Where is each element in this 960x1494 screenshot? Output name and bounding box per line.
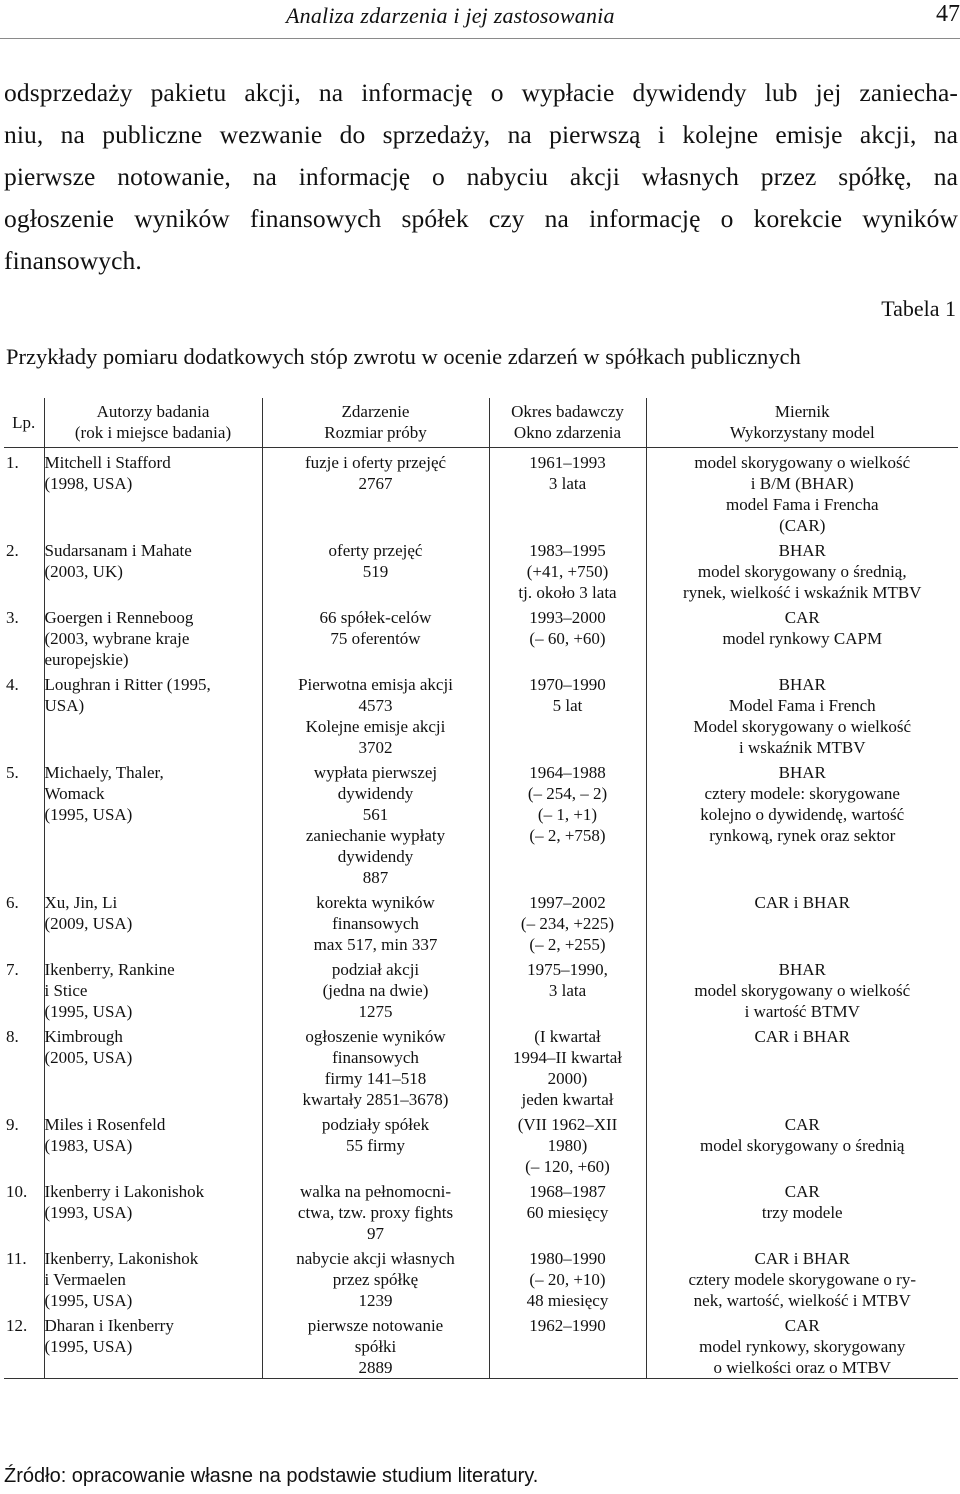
- row-measure: BHAR model skorygowany o średnią, rynek, wielkość i wskaźnik MTBV: [646, 536, 958, 603]
- body-line: pierwsze notowanie, na informację o nabyciu akcji własnych przez spółkę, na: [4, 162, 958, 191]
- body-paragraph: [4, 72, 958, 282]
- row-measure: CAR i BHAR cztery modele skorygowane o ry- nek, wartość, wielkość i MTBV: [646, 1244, 958, 1311]
- studies-table: [4, 398, 958, 1379]
- row-authors: Loughran i Ritter (1995, USA): [44, 670, 262, 758]
- table-row: [4, 1311, 958, 1379]
- table-header-row: [4, 398, 958, 448]
- row-measure: CAR i BHAR: [646, 888, 958, 955]
- row-period: 1968–1987 60 miesięcy: [489, 1177, 646, 1244]
- row-period: 1997–2002 (– 234, +225) (– 2, +255): [489, 888, 646, 955]
- row-lp: 12.: [4, 1311, 44, 1379]
- running-title: Analiza zdarzenia i jej zastosowania: [286, 3, 615, 28]
- row-authors: Xu, Jin, Li (2009, USA): [44, 888, 262, 955]
- page-header: [0, 0, 960, 39]
- table-body: [4, 448, 958, 1379]
- row-authors: Ikenberry, Lakonishok i Vermaelen (1995, USA): [44, 1244, 262, 1311]
- body-line: niu, na publiczne wezwanie do sprzedaży, na pierwszą i kolejne emisje akcji, na: [4, 120, 958, 149]
- row-event: nabycie akcji własnych przez spółkę 1239: [262, 1244, 489, 1311]
- row-event: podział akcji (jedna na dwie) 1275: [262, 955, 489, 1022]
- row-lp: 6.: [6, 893, 19, 912]
- table-row: [4, 670, 958, 758]
- row-period: (I kwartał 1994–II kwartał 2000) jeden kwartał: [489, 1022, 646, 1110]
- row-period: 1975–1990, 3 lata: [489, 955, 646, 1022]
- row-event: pierwsze notowanie spółki 2889: [262, 1311, 489, 1379]
- header-measure: Miernik Wykorzystany model: [646, 398, 958, 448]
- row-lp: 3.: [6, 608, 19, 627]
- row-period: 1962–1990: [489, 1311, 646, 1379]
- table-row: [4, 1244, 958, 1311]
- row-event: oferty przejęć 519: [262, 536, 489, 603]
- table-row: [4, 536, 958, 603]
- table-source: Źródło: opracowanie własne na podstawie studium literatury.: [4, 1465, 539, 1487]
- row-measure: CAR model rynkowy, skorygowany o wielkości oraz o MTBV: [646, 1311, 958, 1379]
- row-lp: 4.: [6, 675, 19, 694]
- table-row: [4, 955, 958, 1022]
- table-number: Tabela 1: [881, 296, 956, 321]
- header-period: Okres badawczy Okno zdarzenia: [489, 398, 646, 448]
- row-lp: 11.: [6, 1249, 27, 1268]
- row-authors: Ikenberry i Lakonishok (1993, USA): [44, 1177, 262, 1244]
- table-row: [4, 1177, 958, 1244]
- row-lp: 2.: [6, 541, 19, 560]
- table-row: [4, 448, 958, 537]
- row-lp: 8.: [6, 1027, 19, 1046]
- row-authors: Dharan i Ikenberry (1995, USA): [44, 1311, 262, 1379]
- table-caption: Przykłady pomiaru dodatkowych stóp zwrotu w ocenie zdarzeń w spółkach publicznych: [6, 344, 801, 369]
- row-period: (VII 1962–XII 1980) (– 120, +60): [489, 1110, 646, 1177]
- row-authors: Ikenberry, Rankine i Stice (1995, USA): [44, 955, 262, 1022]
- row-event: 66 spółek-celów 75 oferentów: [262, 603, 489, 670]
- row-period: 1993–2000 (– 60, +60): [489, 603, 646, 670]
- row-period: 1970–1990 5 lat: [489, 670, 646, 758]
- row-measure: CAR trzy modele: [646, 1177, 958, 1244]
- table-row: [4, 1110, 958, 1177]
- row-period: 1983–1995 (+41, +750) tj. około 3 lata: [489, 536, 646, 603]
- page-number: 47: [936, 1, 960, 27]
- row-period: 1964–1988 (– 254, – 2) (– 1, +1) (– 2, +758): [489, 758, 646, 888]
- table-row: [4, 603, 958, 670]
- row-lp: 5.: [6, 763, 19, 782]
- row-authors: Michaely, Thaler, Womack (1995, USA): [44, 758, 262, 888]
- row-authors: Kimbrough (2005, USA): [44, 1022, 262, 1110]
- header-event: Zdarzenie Rozmiar próby: [262, 398, 489, 448]
- row-event: fuzje i oferty przejęć 2767: [262, 448, 489, 537]
- row-period: 1961–1993 3 lata: [489, 448, 646, 537]
- row-measure: CAR model rynkowy CAPM: [646, 603, 958, 670]
- row-measure: BHAR Model Fama i French Model skorygowany o wielkość i wskaźnik MTBV: [646, 670, 958, 758]
- row-measure: BHAR cztery modele: skorygowane kolejno o dywidendę, wartość rynkową, rynek oraz sektor: [646, 758, 958, 888]
- row-event: Pierwotna emisja akcji 4573 Kolejne emisje akcji 3702: [262, 670, 489, 758]
- table-row: [4, 1022, 958, 1110]
- row-authors: Mitchell i Stafford (1998, USA): [44, 448, 262, 537]
- row-event: podziały spółek 55 firmy: [262, 1110, 489, 1177]
- body-line: finansowych.: [4, 246, 142, 275]
- row-lp: 9.: [6, 1115, 19, 1134]
- body-line: odsprzedaży pakietu akcji, na informację o wypłacie dywidendy lub jej zaniecha-: [4, 78, 958, 107]
- row-event: walka na pełnomocni- ctwa, tzw. proxy fights 97: [262, 1177, 489, 1244]
- row-authors: Sudarsanam i Mahate (2003, UK): [44, 536, 262, 603]
- table-row: [4, 888, 958, 955]
- row-event: korekta wyników finansowych max 517, min 337: [262, 888, 489, 955]
- row-authors: Goergen i Renneboog (2003, wybrane kraje europejskie): [44, 603, 262, 670]
- row-event: ogłoszenie wyników finansowych firmy 141–518 kwartały 2851–3678): [262, 1022, 489, 1110]
- row-lp: 1.: [6, 453, 19, 472]
- row-measure: CAR model skorygowany o średnią: [646, 1110, 958, 1177]
- row-measure: CAR i BHAR: [646, 1022, 958, 1110]
- body-line: ogłoszenie wyników finansowych spółek czy na informację o korekcie wyników: [4, 204, 958, 233]
- row-authors: Miles i Rosenfeld (1983, USA): [44, 1110, 262, 1177]
- row-measure: BHAR model skorygowany o wielkość i wartość BTMV: [646, 955, 958, 1022]
- row-lp: 10.: [6, 1182, 28, 1201]
- table-row: [4, 758, 958, 888]
- header-lp: Lp.: [4, 398, 44, 448]
- header-authors: Autorzy badania (rok i miejsce badania): [44, 398, 262, 448]
- row-event: wypłata pierwszej dywidendy 561 zaniechanie wypłaty dywidendy 887: [262, 758, 489, 888]
- row-measure: model skorygowany o wielkość i B/M (BHAR) model Fama i Frencha (CAR): [646, 448, 958, 537]
- row-period: 1980–1990 (– 20, +10) 48 miesięcy: [489, 1244, 646, 1311]
- row-lp: 7.: [6, 960, 19, 979]
